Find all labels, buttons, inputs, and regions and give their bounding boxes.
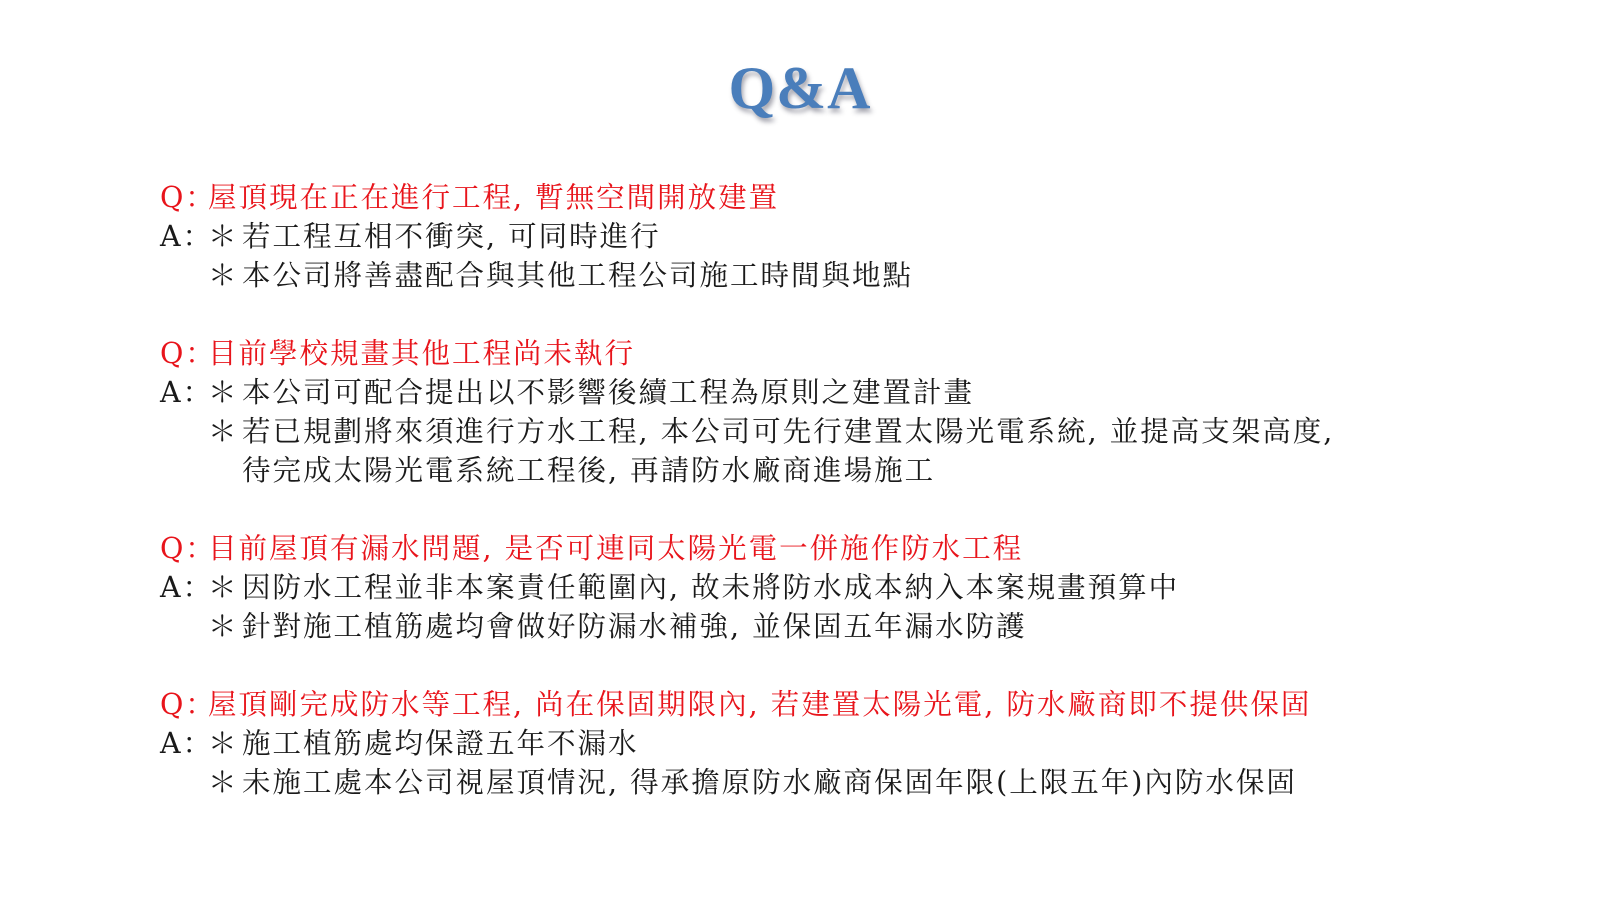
question-prefix: Q：	[160, 181, 216, 214]
qa-block	[160, 334, 1570, 490]
qa-block	[160, 178, 1570, 295]
answer-text: 若已規劃將來須進行方水工程, 本公司可先行建置太陽光電系統, 並提高支架高度,	[242, 415, 1335, 448]
question-prefix: Q：	[160, 337, 216, 370]
question-line	[160, 334, 1570, 373]
bullet-icon: ＊	[208, 727, 239, 760]
answer-text: 待完成太陽光電系統工程後, 再請防水廠商進場施工	[242, 454, 936, 487]
answer-text: 若工程互相不衝突, 可同時進行	[242, 220, 661, 253]
question-text: 目前屋頂有漏水問題, 是否可連同太陽光電一併施作防水工程	[208, 532, 1024, 565]
qa-list	[160, 178, 1570, 841]
question-text: 屋頂剛完成防水等工程, 尚在保固期限內, 若建置太陽光電, 防水廠商即不提供保固	[208, 688, 1312, 721]
question-text: 屋頂現在正在進行工程, 暫無空間開放建置	[208, 181, 780, 214]
qa-block	[160, 685, 1570, 802]
answer-text: 未施工處本公司視屋頂情況, 得承擔原防水廠商保固年限(上限五年)內防水保固	[242, 766, 1297, 799]
answer-continuation-line	[160, 451, 1570, 490]
slide-title: Q&A	[728, 55, 872, 121]
answer-prefix: A：	[160, 376, 214, 409]
answer-text: 本公司可配合提出以不影響後續工程為原則之建置計畫	[242, 376, 975, 409]
bullet-icon: ＊	[208, 610, 239, 643]
bullet-icon: ＊	[208, 220, 239, 253]
question-line	[160, 178, 1570, 217]
answer-line	[160, 256, 1570, 295]
answer-text: 針對施工植筋處均會做好防漏水補強, 並保固五年漏水防護	[242, 610, 1027, 643]
bullet-icon: ＊	[208, 415, 239, 448]
answer-prefix: A：	[160, 571, 214, 604]
bullet-icon: ＊	[208, 376, 239, 409]
qa-block	[160, 529, 1570, 646]
question-line	[160, 685, 1570, 724]
answer-text: 施工植筋處均保證五年不漏水	[242, 727, 639, 760]
answer-line	[160, 568, 1570, 607]
answer-line	[160, 724, 1570, 763]
answer-line	[160, 763, 1570, 802]
bullet-icon: ＊	[208, 571, 239, 604]
answer-line	[160, 373, 1570, 412]
answer-line	[160, 412, 1570, 451]
question-text: 目前學校規畫其他工程尚未執行	[208, 337, 636, 370]
answer-line	[160, 607, 1570, 646]
answer-line	[160, 217, 1570, 256]
answer-prefix: A：	[160, 727, 214, 760]
bullet-icon: ＊	[208, 259, 239, 292]
answer-text: 本公司將善盡配合與其他工程公司施工時間與地點	[242, 259, 914, 292]
answer-text: 因防水工程並非本案責任範圍內, 故未將防水成本納入本案規畫預算中	[242, 571, 1180, 604]
answer-prefix: A：	[160, 220, 214, 253]
bullet-icon: ＊	[208, 766, 239, 799]
question-line	[160, 529, 1570, 568]
question-prefix: Q：	[160, 688, 216, 721]
question-prefix: Q：	[160, 532, 216, 565]
